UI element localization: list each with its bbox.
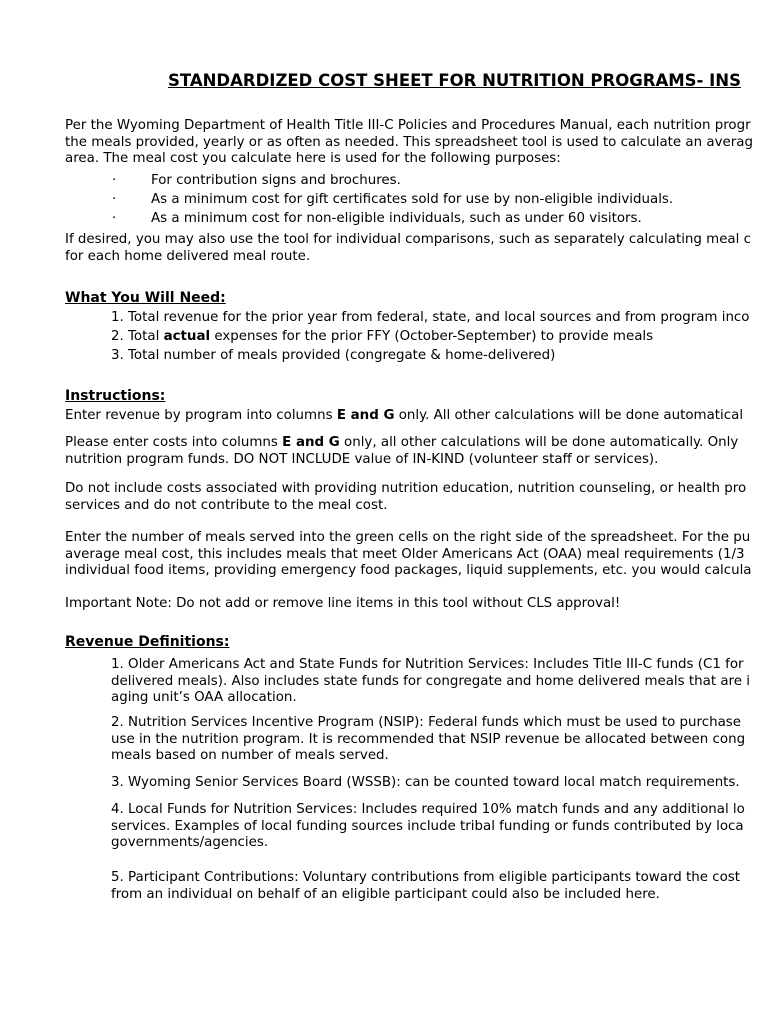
revenue-definition-4 [111,802,745,852]
definition-line: aging unit’s OAA allocation. [111,690,297,705]
definition-line: governments/agencies. [111,835,269,850]
instruction-text: Please enter costs into columns [65,435,283,450]
instruction-line: Do not include costs associated with providing nutrition education, nutrition counseling, or health pro [65,481,747,496]
need-item-3: 3. Total number of meals provided (congregate & home-delivered) [111,348,556,363]
bullet-text: As a minimum cost for gift certificates sold for use by non-eligible individuals. [151,192,674,207]
revenue-definition-1 [111,657,750,707]
intro-line: Per the Wyoming Department of Health Title III-C Policies and Procedures Manual, each nutrition progr [65,118,751,133]
need-item-2-emphasis: actual [163,329,211,344]
definition-line: 3. Wyoming Senior Services Board (WSSB): can be counted toward local match requirements. [111,775,740,790]
important-note: Important Note: Do not add or remove line items in this tool without CLS approval! [65,596,621,611]
need-item-2-text-end: expenses for the prior FFY (October-September) to provide meals [210,329,654,344]
document-page [65,0,770,1024]
definition-line: use in the nutrition program. It is recommended that NSIP revenue be allocated between cong [111,731,746,747]
intro-line: area. The meal cost you calculate here is used for the following purposes: [65,151,561,166]
bullet-text: For contribution signs and brochures. [151,173,401,188]
need-heading: What You Will Need: [65,290,226,306]
instructions-paragraph-3 [65,481,746,514]
definition-line: services. Examples of local funding sources include tribal funding or funds contributed by loca [111,818,744,834]
bullet-symbol: · [112,173,117,188]
instructions-paragraph-2 [65,435,738,468]
instruction-line: individual food items, providing emergency food packages, liquid supplements, etc. you would calcula [65,563,752,578]
instructions-paragraph-1 [65,408,743,425]
instruction-emphasis: E and G [336,408,395,423]
intro-paragraph [65,118,753,168]
definition-line: meals based on number of meals served. [111,748,389,763]
intro-after-paragraph [65,232,751,265]
intro-after-line: for each home delivered meal route. [65,248,311,264]
page-title: STANDARDIZED COST SHEET FOR NUTRITION PROGRAMS- INS [168,71,741,90]
definition-line: 2. Nutrition Services Incentive Program (NSIP): Federal funds which must be used to purchase [111,715,742,730]
instruction-line [65,435,738,452]
definition-line: from an individual on behalf of an eligible participant could also be included here. [111,886,660,902]
revenue-definition-2 [111,715,745,765]
revenue-heading: Revenue Definitions: [65,634,230,650]
revenue-definition-3 [111,775,740,792]
bullet-text: As a minimum cost for non-eligible individuals, such as under 60 visitors. [151,211,642,226]
instruction-line: average meal cost, this includes meals that meet Older Americans Act (OAA) meal requirements (1/3 [65,546,745,562]
definition-line: delivered meals). Also includes state funds for congregate and home delivered meals that are i [111,673,750,689]
instruction-text-end: only. All other calculations will be done automatical [394,408,744,423]
intro-line: the meals provided, yearly or as often as needed. This spreadsheet tool is used to calculate an averag [65,134,753,150]
instruction-line: services and do not contribute to the meal cost. [65,497,388,513]
instructions-paragraph-4 [65,530,752,580]
instruction-text: Enter revenue by program into columns [65,408,337,423]
instruction-emphasis: E and G [282,435,340,450]
definition-line: 1. Older Americans Act and State Funds for Nutrition Services: Includes Title III-C funds (C1 for [111,657,744,672]
instruction-line: Enter the number of meals served into the green cells on the right side of the spreadsheet. For the pu [65,530,751,545]
definition-line: 4. Local Funds for Nutrition Services: Includes required 10% match funds and any additional lo [111,802,745,817]
bullet-symbol: · [112,211,117,226]
instruction-line: nutrition program funds. DO NOT INCLUDE value of IN-KIND (volunteer staff or services). [65,451,659,467]
definition-line: 5. Participant Contributions: Voluntary contributions from eligible participants toward the cost [111,870,741,885]
intro-after-line: If desired, you may also use the tool for individual comparisons, such as separately calculating meal c [65,232,751,247]
instructions-heading: Instructions: [65,388,166,404]
need-item-1: 1. Total revenue for the prior year from federal, state, and local sources and from program inco [111,310,750,325]
bullet-symbol: · [112,192,117,207]
instruction-text-end: only, all other calculations will be done automatically. Only [339,435,739,450]
need-item-2-text: 2. Total [111,329,164,344]
revenue-definition-5 [111,870,740,903]
need-item-2 [111,329,653,346]
